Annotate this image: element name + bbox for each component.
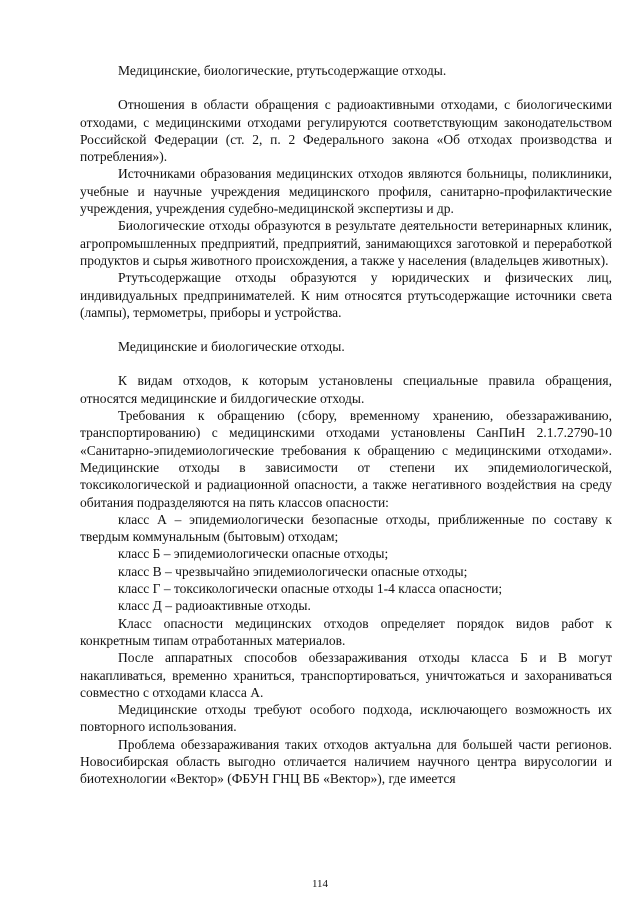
hazard-class-list [80,511,612,615]
hazard-class-v: класс В – чрезвычайно эпидемиологически опасные отходы; [118,563,468,579]
paragraph-special-rules: К видам отходов, к которым установлены специальные правила обращения, относятся медицинские и билдогические отходы. [80,373,612,406]
hazard-class-a: класс А – эпидемиологически безопасные отходы, приближенные по составу к твердым коммунальным (бытовым) отходам; [80,511,612,545]
hazard-class-b: класс Б – эпидемиологически опасные отходы; [118,546,389,562]
paragraph-special-approach: Медицинские отходы требуют особого подхода, исключающего возможность их повторного использования. [80,702,612,735]
paragraph-sanpin-requirements: Требования к обращению (сбору, временному хранению, обеззараживанию, транспортированию) с медицинскими отходами установлены СанПиН 2.1.7.2790-10 «Санитарно-эпидемиологические требования к обращению с медицинскими отходами». Медицинские отходы в зависимости от степени их эпидемиологической, токсикологической и радиационной опасности, а также негативного воздействия на среду обитания подразделяются на пять классов опасности: [80,408,612,510]
paragraph-legal-regulation: Отношения в области обращения с радиоактивными отходами, с биологическими отходами, с медицинскими отходами регулируются соответствующим законодательством Российской Федерации (ст. 2, п. 2 Федерального закона «Об отходах производства и потребления»). [80,97,612,165]
page-number: 114 [311,878,329,890]
hazard-class-d: класс Д – радиоактивные отходы. [118,598,311,614]
paragraph-biological-waste-sources: Биологические отходы образуются в результате деятельности ветеринарных клиник, агропромышленных предприятий, предприятий, занимающихся заготовкой и переработкой продуктов и сырья животного происхождения, а также у населения (владельцев животных). [80,218,612,268]
section-heading-medical-biological-mercury: Медицинские, биологические, ртутьсодержащие отходы. [118,63,447,78]
paragraph-novosibirsk-vector: Проблема обеззараживания таких отходов актуальна для большей части регионов. Новосибирская область выгодно отличается наличием научного центра вирусологии и биотехнологии «Вектор» (ФБУН ГНЦ ВБ «Вектор»), где имеется [80,736,612,787]
paragraph-after-disinfection: После аппаратных способов обеззараживания отходы класса Б и В могут накапливаться, временно храниться, транспортироваться, уничтожаться и захораниваться совместно с отходами класса А. [80,650,612,700]
paragraph-mercury-waste-sources: Ртутьсодержащие отходы образуются у юридических и физических лиц, индивидуальных предпринимателей. К ним относятся ртутьсодержащие источники света (лампы), термометры, приборы и устройства. [80,270,612,320]
paragraph-hazard-class-purpose: Класс опасности медицинских отходов определяет порядок видов работ к конкретным типам отработанных материалов. [80,615,612,648]
section-heading-medical-biological: Медицинские и биологические отходы. [118,339,345,355]
hazard-class-g: класс Г – токсикологически опасные отходы 1-4 класса опасности; [118,581,503,597]
paragraph-medical-waste-sources: Источниками образования медицинских отходов являются больницы, поликлиники, учебные и научные учреждения медицинского профиля, санитарно-профилактические учреждения, учреждения судебно-медицинской экспертизы и др. [80,166,612,217]
